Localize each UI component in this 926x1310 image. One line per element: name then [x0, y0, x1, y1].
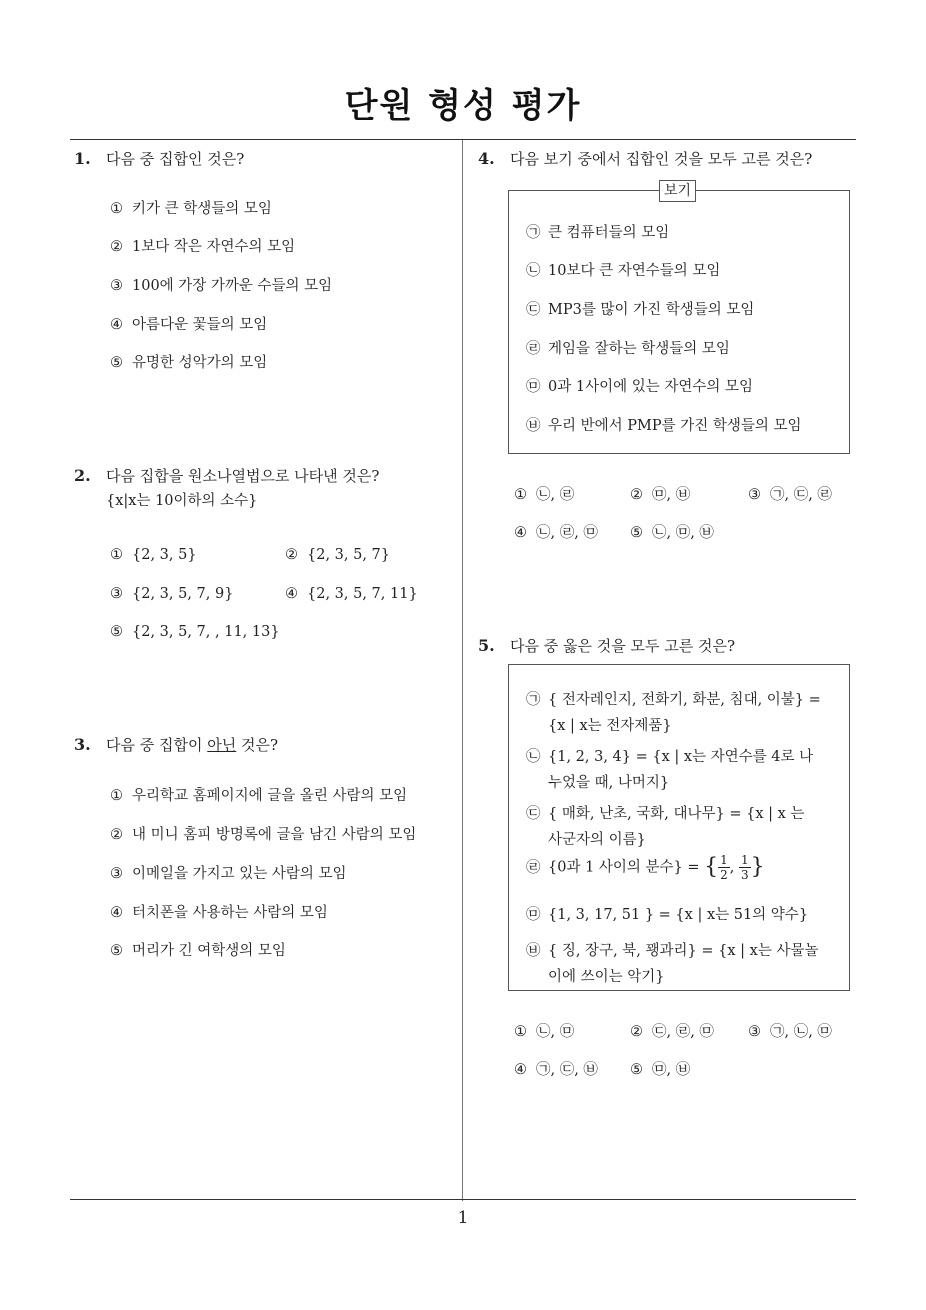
- page-title: 단원 형성 평가: [344, 86, 582, 126]
- q1-option-5[interactable]: ⑤ 유명한 성악가의 모임: [110, 355, 268, 371]
- q1-option-4[interactable]: ④ 아름다운 꽃들의 모임: [110, 317, 268, 333]
- statement-item: ㉡ {1, 2, 3, 4} = {x | x는 자연수를 4로 나 누었을 때, 나머지}: [526, 749, 814, 791]
- q5-option-5[interactable]: ⑤ ㉤, ㉥: [630, 1062, 691, 1078]
- example-item: ㉣ 게임을 잘하는 학생들의 모임: [526, 341, 730, 357]
- q2-option-1[interactable]: ① {2, 3, 5}: [110, 547, 197, 563]
- question-2: [74, 465, 379, 487]
- page-number: 1: [457, 1208, 469, 1228]
- statement-item: ㉥ { 징, 장구, 북, 꽹과리} = {x | x는 사물놀 이에 쓰이는 악기}: [526, 943, 819, 985]
- example-item: ㉥ 우리 반에서 PMP를 가진 학생들의 모임: [526, 418, 802, 434]
- question-number: 4.: [478, 149, 495, 168]
- q3-option-1[interactable]: ① 우리학교 홈페이지에 글을 올린 사람의 모임: [110, 788, 408, 804]
- q4-option-3[interactable]: ③ ㉠, ㉢, ㉣: [748, 487, 832, 503]
- question-number: 1.: [74, 149, 91, 168]
- q3-option-5[interactable]: ⑤ 머리가 긴 여학생의 모임: [110, 943, 286, 959]
- question-text: 다음 중 옳은 것을 모두 고른 것은?: [510, 637, 736, 655]
- question-text: 다음 중 집합인 것은?: [106, 150, 245, 168]
- q3-option-4[interactable]: ④ 터치폰을 사용하는 사람의 모임: [110, 905, 328, 921]
- example-item: ㉠ 큰 컴퓨터들의 모임: [526, 225, 670, 241]
- example-box: [508, 183, 850, 454]
- example-item: ㉡ 10보다 큰 자연수들의 모임: [526, 263, 721, 279]
- question-3: 3. 다음 중 집합이 아닌 것은?: [74, 735, 279, 754]
- fraction: $\frac{1}{2}$: [720, 853, 728, 882]
- q5-option-2[interactable]: ② ㉢, ㉣, ㉤: [630, 1024, 714, 1040]
- statement-box: [508, 664, 850, 991]
- statement-item: ㉤ {1, 3, 17, 51 } = {x | x는 51의 약수}: [526, 907, 809, 923]
- q3-option-2[interactable]: ② 내 미니 홈피 방명록에 글을 남긴 사람의 모임: [110, 827, 417, 843]
- question-text: 다음 보기 중에서 집합인 것을 모두 고른 것은?: [510, 150, 813, 168]
- statement-item: ㉠ { 전자레인지, 전화기, 화분, 침대, 이불} = {x | x는 전자제품}: [526, 692, 821, 734]
- fraction: $\frac{1}{3}$: [741, 853, 749, 882]
- statement-item: ㉢ { 매화, 난초, 국화, 대나무} = {x | x 는 사군자의 이름}: [526, 806, 805, 848]
- example-item: ㉢ MP3를 많이 가진 학생들의 모임: [526, 302, 755, 318]
- question-number: 2.: [74, 466, 91, 485]
- q4-option-4[interactable]: ④ ㉡, ㉣, ㉤: [514, 525, 598, 541]
- example-item: ㉤ 0과 1사이에 있는 자연수의 모임: [526, 379, 753, 395]
- q1-option-3[interactable]: ③ 100에 가장 가까운 수들의 모임: [110, 278, 333, 294]
- q1-option-2[interactable]: ② 1보다 작은 자연수의 모임: [110, 239, 296, 255]
- question-number: 5.: [478, 636, 495, 655]
- footer-divider: [70, 1199, 856, 1200]
- question-5: [478, 635, 735, 657]
- q2-option-5[interactable]: ⑤ {2, 3, 5, 7, , 11, 13}: [110, 624, 280, 640]
- q4-option-2[interactable]: ② ㉤, ㉥: [630, 487, 691, 503]
- q4-option-1[interactable]: ① ㉡, ㉣: [514, 487, 575, 503]
- q2-option-2[interactable]: ② {2, 3, 5, 7}: [285, 547, 391, 563]
- question-1: [74, 148, 244, 170]
- q3-option-3[interactable]: ③ 이메일을 가지고 있는 사람의 모임: [110, 866, 347, 882]
- q5-option-4[interactable]: ④ ㉠, ㉢, ㉥: [514, 1062, 598, 1078]
- q5-option-3[interactable]: ③ ㉠, ㉡, ㉤: [748, 1024, 832, 1040]
- statement-item: ㉣ {0과 1 사이의 분수} = { $\frac{1}{2}$ , $\frac{1}{3}$ }: [526, 853, 765, 882]
- column-divider: [462, 140, 463, 1201]
- q2-option-3[interactable]: ③ {2, 3, 5, 7, 9}: [110, 586, 234, 602]
- question-number: 3.: [74, 735, 91, 754]
- example-box-label: 보기: [659, 180, 696, 202]
- question-text: 다음 집합을 원소나열법으로 나타낸 것은?: [106, 467, 380, 485]
- q2-option-4[interactable]: ④ {2, 3, 5, 7, 11}: [285, 586, 418, 602]
- q4-option-5[interactable]: ⑤ ㉡, ㉤, ㉥: [630, 525, 714, 541]
- q5-option-1[interactable]: ① ㉡, ㉤: [514, 1024, 575, 1040]
- q1-option-1[interactable]: ① 키가 큰 학생들의 모임: [110, 201, 272, 217]
- set-expression: {x|x는 10이하의 소수}: [106, 493, 258, 509]
- emphasis-underline: 아닌: [207, 736, 237, 754]
- header-divider: [70, 139, 856, 140]
- question-4: [478, 148, 812, 170]
